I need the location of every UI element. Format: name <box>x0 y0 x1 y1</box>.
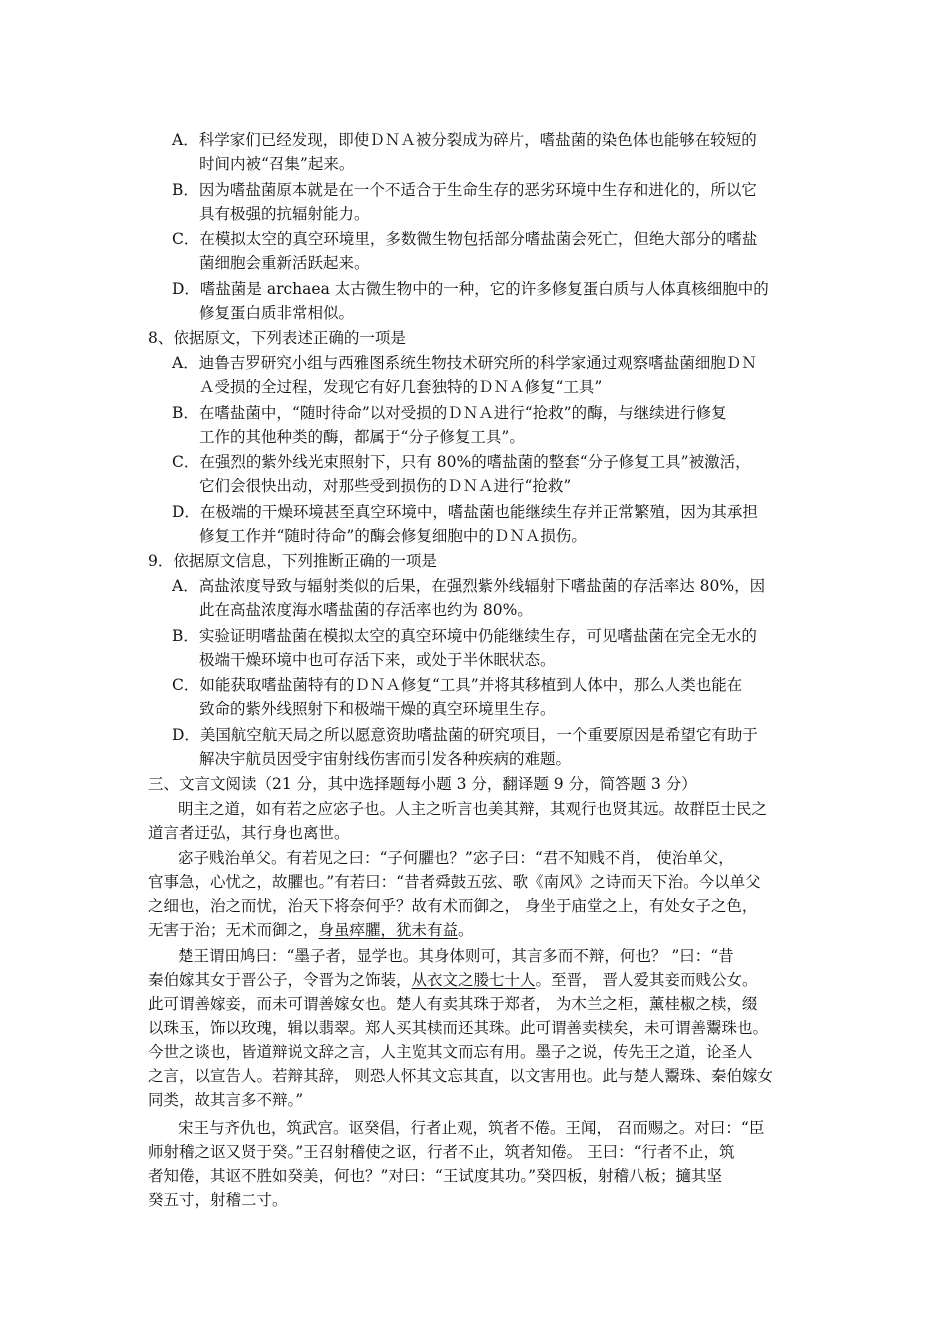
passage-text: 无害于治；无术而御之， <box>148 921 319 939</box>
q7-option-c-line2: 菌细胞会重新活跃起来。 <box>199 254 370 272</box>
q9-option-b-line1: B．实验证明嗜盐菌在模拟太空的真空环境中仍能继续生存，可见嗜盐菌在完全无水的 <box>172 627 757 645</box>
underlined-phrase-2: 从衣文之媵七十人 <box>411 971 536 989</box>
q9-option-d-line2: 解决宇航员因受宇宙射线伤害而引发各种疾病的难题。 <box>199 750 572 768</box>
q9-option-c-line1: C．如能获取嗜盐菌特有的ＤＮＡ修复“工具”并将其移植到人体中，那么人类也能在 <box>172 676 743 694</box>
passage-p4-line4: 癸五寸，射稽二寸。 <box>148 1191 288 1209</box>
q9-option-c-line2: 致命的紫外线照射下和极端干燥的真空环境里生存。 <box>199 700 556 718</box>
passage-p3-line6: 之言，以宣告人。若辩其辞， 则恐人怀其文忘其直，以文害用也。此与楚人鬻珠、秦伯嫁女 <box>148 1067 773 1085</box>
passage-p4-line1: 宋王与齐仇也，筑武宫。讴癸倡，行者止观，筑者不倦。王闻， 召而赐之。对曰：“臣 <box>178 1119 765 1137</box>
question-9-stem: 9．依据原文信息，下列推断正确的一项是 <box>148 552 437 570</box>
passage-p3-line3: 此可谓善嫁妾，而未可谓善嫁女也。楚人有卖其珠于郑者， 为木兰之柜，薰桂椒之椟，缀 <box>148 995 758 1013</box>
q7-option-a-line1: A．科学家们已经发现，即使ＤＮＡ被分裂成为碎片，嗜盐菌的染色体也能够在较短的 <box>172 131 757 149</box>
passage-p2-line4 <box>148 918 474 943</box>
q7-option-c-line1: C．在模拟太空的真空环境里，多数微生物包括部分嗜盐菌会死亡，但绝大部分的嗜盐 <box>172 230 758 248</box>
q8-option-a-line1: A．迪鲁吉罗研究小组与西雅图系统生物技术研究所的科学家通过观察嗜盐菌细胞ＤＮ <box>172 354 757 372</box>
q9-option-b-line2: 极端干燥环境中也可存活下来，或处于半休眠状态。 <box>199 651 556 669</box>
passage-text: 秦伯嫁其女于晋公子，令晋为之饰装， <box>148 971 412 989</box>
q7-option-d-line2: 修复蛋白质非常相似。 <box>199 304 355 322</box>
q8-option-c-line1: C．在强烈的紫外线光束照射下，只有 80%的嗜盐菌的整套“分子修复工具”被激活， <box>172 453 751 471</box>
passage-p1-line2: 道言者迂弘，其行身也离世。 <box>148 824 350 842</box>
q7-option-b-line1: B．因为嗜盐菌原本就是在一个不适合于生命生存的恶劣环境中生存和进化的，所以它 <box>172 181 757 199</box>
question-8-stem: 8、依据原文，下列表述正确的一项是 <box>148 329 406 347</box>
q7-option-d-line1: D．嗜盐菌是 archaea 太古微生物中的一种，它的许多修复蛋白质与人体真核细胞中的 <box>172 280 769 298</box>
passage-p3-line7: 同类，故其言多不辩。” <box>148 1091 304 1109</box>
q8-option-b-line1: B．在嗜盐菌中，“随时待命”以对受损的ＤＮＡ进行“抢救”的酶，与继续进行修复 <box>172 404 727 422</box>
passage-p4-line2: 师射稽之讴又贤于癸。”王召射稽使之讴，行者不止，筑者知倦。 王曰：“行者不止，筑 <box>148 1143 735 1161</box>
passage-p3-line4: 以珠玉，饰以玫瑰，辑以翡翠。郑人买其椟而还其珠。此可谓善卖椟矣，未可谓善鬻珠也。 <box>148 1019 769 1037</box>
passage-p2-line3: 之细也，治之而忧，治天下将奈何乎？故有术而御之， 身坐于庙堂之上，有处女子之色， <box>148 897 758 915</box>
section-3-heading: 三、文言文阅读（21 分，其中选择题每小题 3 分，翻译题 9 分，简答题 3 分） <box>148 775 697 793</box>
q8-option-c-line2: 它们会很快出动，对那些受到损伤的ＤＮＡ进行“抢救” <box>199 477 572 495</box>
q8-option-b-line2: 工作的其他种类的酶，都属于“分子修复工具”。 <box>199 428 525 446</box>
passage-text: 。至晋， 晋人爱其妾而贱公女。 <box>535 971 758 989</box>
q8-option-d-line2: 修复工作并“随时待命”的酶会修复细胞中的ＤＮＡ损伤。 <box>199 527 587 545</box>
q9-option-a-line2: 此在高盐浓度海水嗜盐菌的存活率也约为 80%。 <box>199 601 533 619</box>
q9-option-a-line1: A．高盐浓度导致与辐射类似的后果，在强烈紫外线辐射下嗜盐菌的存活率达 80%，因 <box>172 577 766 595</box>
passage-p4-line3: 者知倦，其讴不胜如癸美，何也？”对曰：“王试度其功。”癸四板，射稽八板；擿其坚 <box>148 1167 723 1185</box>
passage-p3-line1: 楚王谓田鸠曰：“墨子者，显学也。其身体则可，其言多而不辩，何也？ ”曰：“昔 <box>178 947 734 965</box>
q7-option-b-line2: 具有极强的抗辐射能力。 <box>199 205 370 223</box>
underlined-phrase-1: 身虽瘁臞，犹未有益 <box>318 921 459 939</box>
q7-option-a-line2: 时间内被“召集”起来。 <box>199 155 355 173</box>
q8-option-a-line2: Ａ受损的全过程，发现它有好几套独特的ＤＮＡ修复“工具” <box>199 378 603 396</box>
passage-p3-line2 <box>148 968 757 993</box>
q8-option-d-line1: D．在极端的干燥环境甚至真空环境中，嗜盐菌也能继续生存并正常繁殖，因为其承担 <box>172 503 758 521</box>
passage-text: 。 <box>458 921 474 939</box>
passage-p2-line2: 官事急，心忧之，故臞也。”有若曰：“昔者舜鼓五弦、歌《南风》之诗而天下治。今以单父 <box>148 873 761 891</box>
q9-option-d-line1: D．美国航空航天局之所以愿意资助嗜盐菌的研究项目，一个重要原因是希望它有助于 <box>172 726 758 744</box>
passage-p2-line1: 宓子贱治单父。有若见之曰：“子何臞也？”宓子曰：“君不知贱不肖， 使治单父， <box>178 849 734 867</box>
passage-p3-line5: 今世之谈也，皆道辩说文辞之言，人主览其文而忘有用。墨子之说，传先王之道，论圣人 <box>148 1043 753 1061</box>
passage-p1-line1: 明主之道，如有若之应宓子也。人主之听言也美其辩，其观行也贤其远。故群臣士民之 <box>178 800 768 818</box>
